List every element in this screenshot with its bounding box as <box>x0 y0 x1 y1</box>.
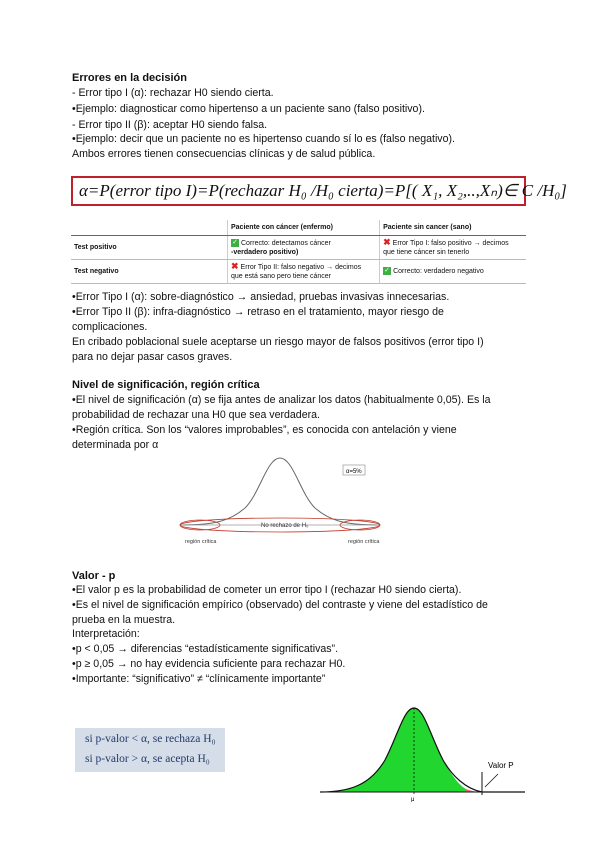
decision-rule-box <box>75 728 225 772</box>
text-line: •El nivel de significación (α) se fija antes de analizar los datos (habitualmente 0,05). Es la <box>72 394 491 406</box>
text-line: probabilidad de rechazar una H0 que sea verdadera. <box>72 409 320 421</box>
critical-region-figure <box>175 453 385 553</box>
text-line: •p ≥ 0,05 → no hay evidencia suficiente para rechazar H0. <box>72 658 346 670</box>
text-line: complicaciones. <box>72 321 148 333</box>
no-reject-label: No rechazo de H₀ <box>261 523 309 529</box>
table-header-row <box>71 220 526 236</box>
text-line: •El valor p es la probabilidad de cometer un error tipo I (rechazar H0 siendo cierta). <box>72 584 462 596</box>
section-title-valor-p: Valor - p <box>72 570 116 582</box>
acceptance-area <box>320 708 466 792</box>
text-line: •Error Tipo I (α): sobre-diagnóstico → ansiedad, pruebas invasivas innecesarias. <box>72 291 450 303</box>
alpha-label: α=5% <box>346 469 362 475</box>
p-value-label: Valor P <box>488 761 514 770</box>
contingency-table <box>71 220 526 284</box>
alpha-formula: α=P(error tipo I)=P(rechazar H₀ /H₀ cierta)=P[( X₁, X₂,..,Xₙ)∈ C /H₀] <box>79 181 567 200</box>
table-row <box>71 236 526 260</box>
left-region-label: región crítica <box>185 539 217 545</box>
text-line: •p < 0,05 → diferencias “estadísticamente significativas”. <box>72 643 339 655</box>
cross-icon: ✖ <box>231 261 239 271</box>
cross-icon: ✖ <box>383 237 391 247</box>
alpha-formula-box <box>71 176 567 206</box>
text-line: prueba en la muestra. <box>72 614 176 626</box>
table-cell: ✖ Error Tipo II: falso negativo → decimos que está sano pero tiene cáncer <box>228 260 380 284</box>
text-line: para no dejar pasar casos graves. <box>72 351 233 363</box>
text-line: Ambos errores tienen consecuencias clínicas y de salud pública. <box>72 148 376 160</box>
text-line: •Ejemplo: decir que un paciente no es hipertenso cuando sí lo es (falso negativo). <box>72 133 455 145</box>
check-icon: ✓ <box>384 267 391 275</box>
table-cell: ✓ Correcto: verdadero negativo <box>380 260 526 284</box>
check-icon: ✓ <box>232 238 238 246</box>
p-value-figure <box>320 700 525 802</box>
text-line: •Error Tipo II (β): infra-diagnóstico → retraso en el tratamiento, mayor riesgo de <box>72 306 444 318</box>
text-line: •Ejemplo: diagnosticar como hipertenso a un paciente sano (falso positivo). <box>72 103 425 115</box>
text-line: - Error tipo I (α): rechazar H0 siendo cierta. <box>72 87 274 99</box>
table-cell: ✖ Error Tipo I: falso positivo → decimos que tiene cáncer sin tenerlo <box>380 236 526 260</box>
reject-rule: si p-valor < α, se rechaza H₀ <box>85 733 216 745</box>
text-line: Interpretación: <box>72 628 140 640</box>
text-line: - Error tipo II (β): aceptar H0 siendo falsa. <box>72 119 268 131</box>
table-cell: ✓ Correcto: detectamos cáncer -verdadero positivo) <box>228 236 380 260</box>
accept-rule: si p-valor > α, se acepta H₀ <box>85 753 210 765</box>
text-line: •Es el nivel de significación empírico (observado) del contraste y viene del estadístico de <box>72 599 488 611</box>
text-line: En cribado poblacional suele aceptarse un riesgo mayor de falsos positivos (error tipo I) <box>72 336 484 348</box>
section-title-nivel: Nivel de significación, región crítica <box>72 379 260 391</box>
table-header: Paciente con cáncer (enfermo) <box>228 220 380 236</box>
row-label: Test negativo <box>71 260 228 284</box>
right-region-label: región crítica <box>348 539 380 545</box>
text-line: •Importante: “significativo” ≠ “clínicamente importante” <box>72 673 326 685</box>
mu-label: μ <box>411 797 415 802</box>
p-value-arrow <box>485 774 498 787</box>
text-line: •Región crítica. Son los “valores improbables”, es conocida con antelación y viene <box>72 424 457 436</box>
text-line: determinada por α <box>72 439 159 451</box>
row-label: Test positivo <box>71 236 228 260</box>
table-row <box>71 260 526 284</box>
section-title-errores: Errores en la decisión <box>72 72 187 84</box>
table-header <box>71 220 228 236</box>
table-header: Paciente sin cancer (sano) <box>380 220 526 236</box>
